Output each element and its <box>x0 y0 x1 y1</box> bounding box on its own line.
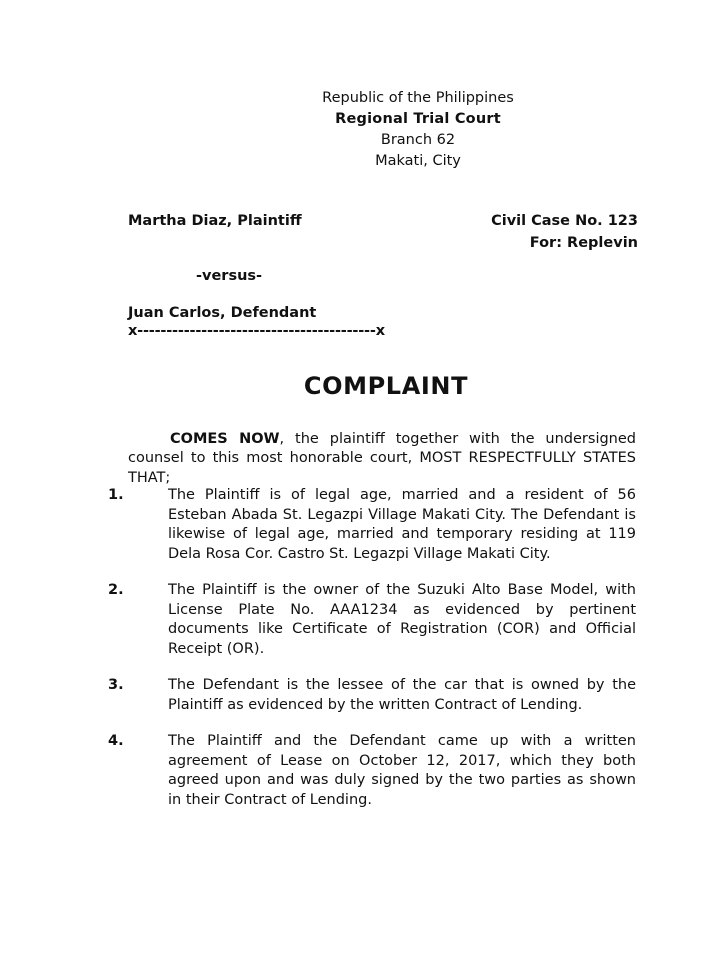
claim-item <box>108 676 636 715</box>
intro-paragraph <box>128 430 636 489</box>
plaintiff-name: Martha Diaz, Plaintiff <box>128 213 302 229</box>
claim-text: The Plaintiff is the owner of the Suzuki Alto Base Model, with License Plate No. AAA1234 as evidenced by pertinent documents like Certificate of Registration (COR) and Official Receipt (OR). <box>168 582 636 657</box>
claim-item <box>108 732 636 810</box>
case-cause-of-action: For: Replevin <box>529 235 638 251</box>
case-meta <box>491 210 638 254</box>
claim-number: 4. <box>108 733 124 749</box>
header-court-name: Regional Trial Court <box>335 111 501 127</box>
claim-text: The Plaintiff and the Defendant came up with a written agreement of Lease on October 12, 2017, which they both agreed upon and was duly signed by the two parties as shown in their Contract of Lending. <box>168 733 636 808</box>
claim-item <box>108 581 636 659</box>
claim-text: The Defendant is the lessee of the car that is owned by the Plaintiff as evidenced by the written Contract of Lending. <box>168 677 636 713</box>
caption-top-row <box>128 210 638 251</box>
court-header <box>0 88 720 172</box>
defendant-name: Juan Carlos, Defendant <box>128 305 317 321</box>
claim-number: 2. <box>108 582 124 598</box>
comes-now-lead: COMES NOW <box>170 430 280 447</box>
case-number: Civil Case No. 123 <box>491 213 638 229</box>
header-branch: Branch 62 <box>380 132 456 148</box>
claim-number: 3. <box>108 677 124 693</box>
claim-item <box>108 486 636 564</box>
document-title: COMPLAINT <box>303 372 469 400</box>
claim-number: 1. <box>108 487 124 503</box>
versus-label: -versus- <box>196 268 263 284</box>
intro-body: , the plaintiff together with the undersigned counsel to this most honorable court, MOST RESPECTFULLY STATES THAT; <box>128 430 636 486</box>
claim-text: The Plaintiff is of legal age, married and a resident of 56 Esteban Abada St. Legazpi Village Makati City. The Defendant is likewise of legal age, married and temporary residing at 119 Dela Rosa Cor. Castro St. Legazpi Village Makati City. <box>168 487 636 562</box>
header-city: Makati, City <box>375 153 461 169</box>
header-republic: Republic of the Philippines <box>322 90 514 106</box>
claims-list <box>108 486 636 827</box>
caption-divider-rule: x-----------------------------------------x <box>128 323 385 339</box>
case-caption <box>128 210 638 339</box>
